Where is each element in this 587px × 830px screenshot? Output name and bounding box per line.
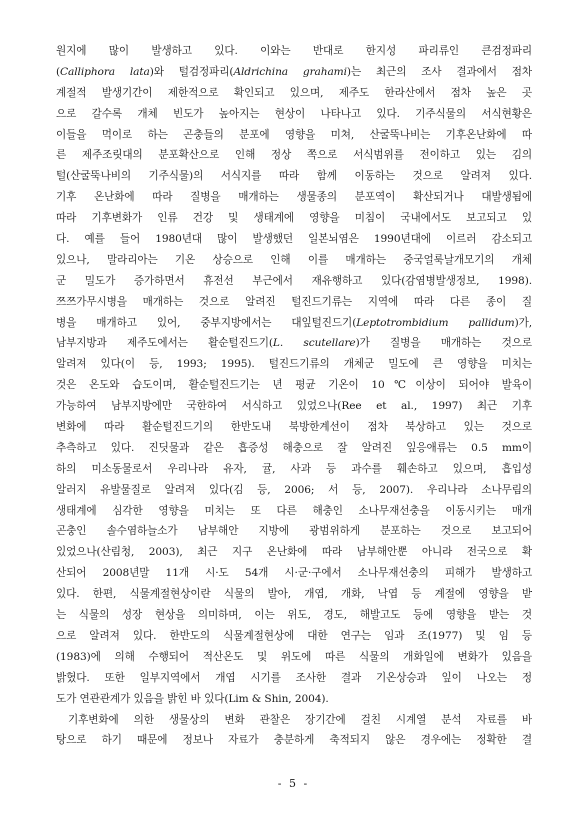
scientific-name: Calliphora lata [60,65,150,78]
text-line: 기후 온난화에 따라 질병을 매개하는 생물종의 분포역이 확산되거나 대발생됨에 [56,191,532,204]
text-line: 원지에 많이 발생하고 있다. 이와는 반대로 한지성 파리류인 큰검정파리 [56,45,532,57]
text-line: 남부지방과 제주도에서는 활순털진드기(L. scutellare)가 질병을 매개하는 것으로 [56,337,532,350]
text-line: 따라 기후변화가 인류 건강 및 생태계에 영향을 미침이 국내에서도 보고되고 있 [56,212,532,225]
text-line: 있다. 한편, 식물계절현상이란 식물의 발아, 개엽, 개화, 낙엽 등 계절에 영향을 받 [56,588,532,601]
text-line: 가능하여 남부지방에만 국한하여 서식하고 있었으나(Ree et al., 1997) 최근 기후 [56,400,532,413]
text-line: 른 제주조릿대의 분포확산으로 인해 정상 쪽으로 서식범위를 전이하고 있는 김의 [56,149,532,162]
text-line: 변화에 따라 활순털진드기의 한반도내 북방한계선이 점차 북상하고 있는 것으로 [56,421,532,434]
scientific-name: L. scutellare [272,337,356,350]
text-line: 털(산굴뚝나비의 기주식물)의 서식지를 따라 함께 이동하는 것으로 알려져 있다. [56,170,532,183]
text-line: 계절적 발생기간이 제한적으로 확인되고 있으며, 제주도 한라산에서 점차 높은 곳 [56,86,532,99]
text-line: 알려져 있다(이 등, 1993; 1995). 털진드기류의 개체군 밀도에 큰 영향을 미치는 [56,358,532,371]
text-line: 이들을 먹이로 하는 곤충들의 분포에 영향을 미쳐, 산굴뚝나비는 기후온난화에 따 [56,128,532,141]
text-line: 하의 미소동물로서 우리나라 유자, 귤, 사과 등 과수를 훼손하고 있으며, 흡입성 [56,462,532,475]
text-line: 기후변화에 의한 생물상의 변화 관찰은 장기간에 걸친 시계열 분석 자료를 바 [68,713,532,726]
text-line: 있었으나(산림청, 2003), 최근 지구 온난화에 따라 남부해안뿐 아니라 전국으로 확 [56,546,532,559]
text-line: 산되어 2008년말 11개 시·도 54개 시·군·구에서 소나무재선충의 피해가 발생하고 [56,567,532,580]
text-line: 으로 갈수록 개체 빈도가 높아지는 현상이 나타나고 있다. 기주식물의 서식현황은 [56,107,532,120]
text-line: 것은 온도와 습도이며, 활순털진드기는 년 평균 기온이 10℃이상이 되어야 발육이 [56,379,532,392]
text-line: (1983)에 의해 수행되어 적산온도 및 위도에 따른 식물의 개화일에 변화가 있음을 [56,650,532,663]
body-paragraph-1 [56,41,532,710]
text-line: 군 밀도가 증가하면서 휴전선 부근에서 재유행하고 있다(감염병발생정보, 1998). [56,274,532,287]
text-line: 는 식물의 성장 현상을 의미하며, 이는 위도, 경도, 해발고도 등에 영향을 받는 것 [56,609,532,622]
body-paragraph-2 [56,710,532,752]
text-line: 추측하고 있다. 진딧물과 같은 흡증성 해충으로 잘 알려진 잎응애류는 0.5 mm이 [56,441,532,454]
text-line: 쯔쯔가무시병을 매개하는 것으로 알려진 털진드기류는 지역에 따라 다른 종이 질 [56,295,532,308]
text-line: 탕으로 하기 때문에 정보나 자료가 충분하게 축적되지 않은 경우에는 정확한 결 [56,734,532,747]
text-line: 곤충인 솔수염하늘소가 남부해안 지방에 광범위하게 분포하는 것으로 보고되어 [56,525,532,538]
text-line: 알러지 유발물질로 알려져 있다(김 등, 2006; 서 등, 2007). 우리나라 소나무림의 [56,483,532,496]
text-line: 병을 매개하고 있어, 중부지방에서는 대잎털진드기(Leptotrombidium pallidum)가, [56,316,532,329]
text-line: 다. 예를 들어 1980년대 많이 발생했던 일본뇌염은 1990년대에 이르러 감소되고 [56,233,532,246]
document-page [56,41,532,751]
text-line: 도가 연관관계가 있음을 밝힌 바 있다(Lim & Shin, 2004). [56,692,329,705]
scientific-name: Leptotrombidium pallidum [356,316,515,329]
text-line: 있으나, 말라리아는 기온 상승으로 인해 이를 매개하는 중국얼룩날개모기의 개체 [56,253,532,266]
text-line: 밝혔다. 또한 일부지역에서 개엽 시기를 조사한 결과 기온상승과 잎이 나오는 정 [56,671,532,684]
scientific-name: Aldrichina grahami [233,65,347,78]
text-line: 으로 알려져 있다. 한반도의 식물계절현상에 대한 연구는 임과 조(1977) 및 임 등 [56,629,532,642]
text-line: (Calliphora lata)와 털검정파리(Aldrichina grahami)는 최근의 조사 결과에서 점차 [56,65,532,78]
page-number: - 5 - [277,777,310,790]
text-line: 생태계에 심각한 영향을 미치는 또 다른 해충인 소나무재선충을 이동시키는 매개 [56,504,532,517]
